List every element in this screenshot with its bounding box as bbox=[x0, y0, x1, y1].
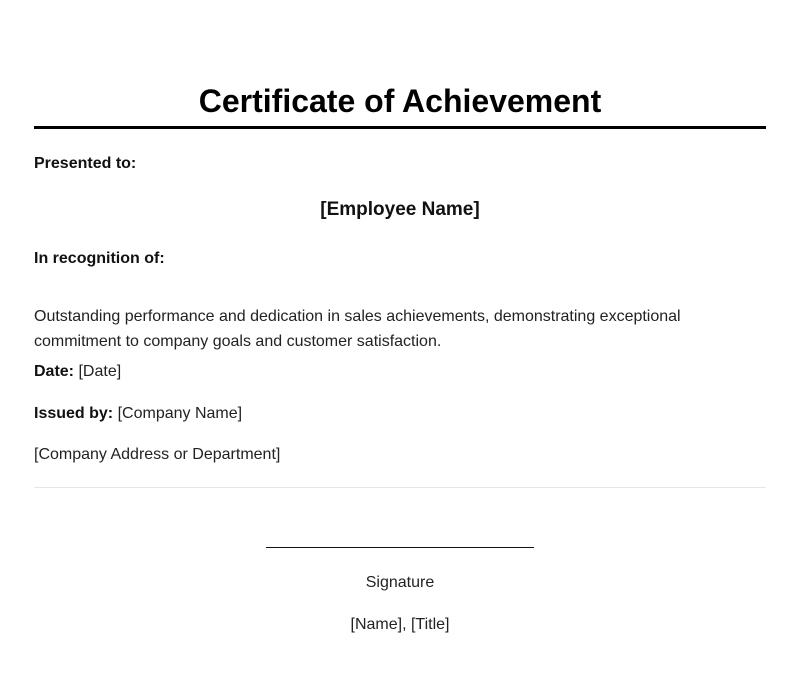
date-value: [Date] bbox=[78, 363, 122, 380]
section-divider bbox=[34, 487, 766, 488]
recognition-label: In recognition of: bbox=[34, 250, 165, 267]
signature-label: Signature bbox=[365, 574, 435, 591]
date-line bbox=[34, 362, 121, 382]
signature-line bbox=[266, 547, 534, 548]
title-underline bbox=[34, 126, 766, 129]
employee-name-placeholder: [Employee Name] bbox=[320, 199, 480, 220]
signer-name-title: [Name], [Title] bbox=[350, 616, 450, 633]
issued-by-label: Issued by: bbox=[34, 405, 114, 422]
achievement-description: Outstanding performance and dedication in sales achievements, demonstrating exceptional commitment to company goals and customer satisfaction. bbox=[34, 308, 681, 350]
company-name-placeholder: [Company Name] bbox=[117, 405, 243, 422]
company-address-placeholder: [Company Address or Department] bbox=[34, 446, 281, 463]
certificate-title: Certificate of Achievement bbox=[198, 83, 602, 120]
date-label: Date: bbox=[34, 363, 75, 380]
issued-by-line bbox=[34, 404, 242, 424]
presented-to-label: Presented to: bbox=[34, 155, 137, 172]
